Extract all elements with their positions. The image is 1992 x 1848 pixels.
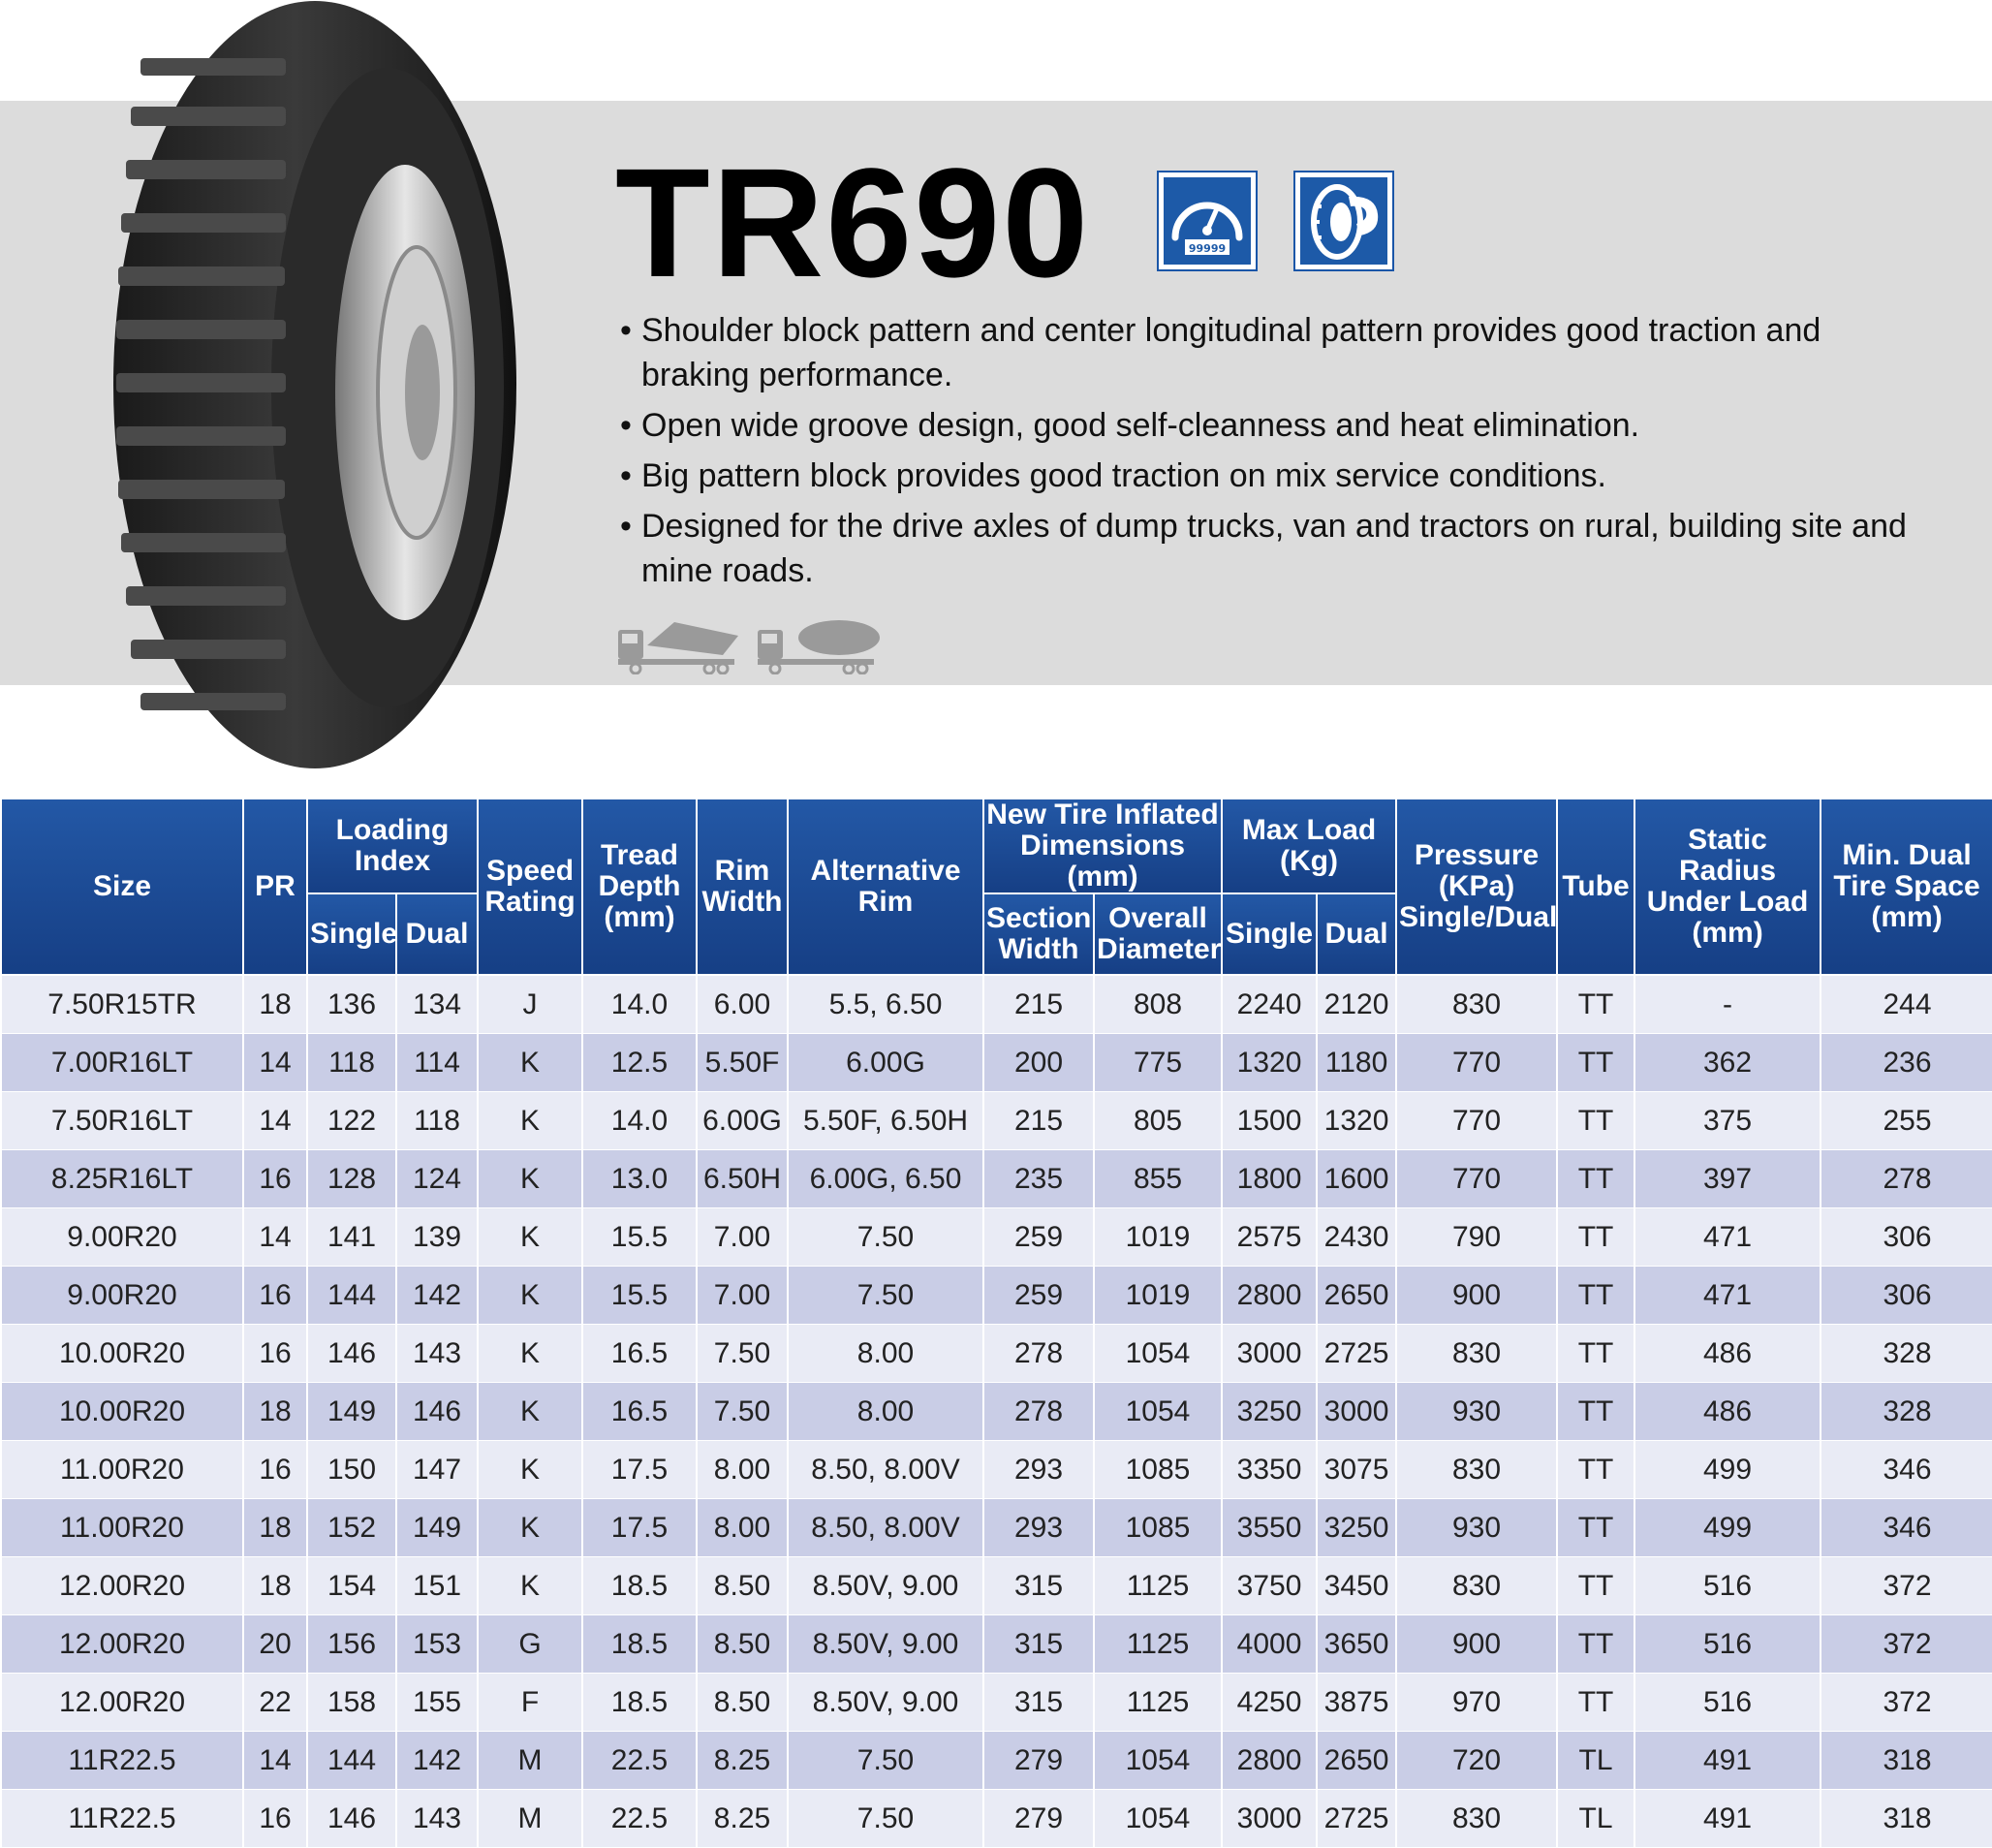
table-cell: 13.0 [582,1150,697,1208]
table-cell: 3350 [1222,1441,1317,1499]
table-cell: TT [1557,1441,1634,1499]
table-cell: 1085 [1094,1441,1222,1499]
table-cell: 18.5 [582,1674,697,1732]
table-cell: 7.50 [697,1383,788,1441]
header-max-dual: Dual [1317,893,1396,975]
table-cell: 136 [307,975,396,1034]
table-cell: 7.00 [697,1267,788,1325]
tanker-truck-icon [758,620,880,673]
table-cell: 7.50 [697,1325,788,1383]
table-cell: 5.5, 6.50 [788,975,983,1034]
feature-item: • Shoulder block pattern and center longitudinal pattern provides good traction and braking performance. [620,308,1938,397]
table-cell: 3750 [1222,1557,1317,1615]
table-cell: 486 [1634,1383,1821,1441]
table-cell: 279 [983,1790,1094,1848]
table-cell: 2240 [1222,975,1317,1034]
table-cell: 830 [1396,975,1557,1034]
table-cell: 790 [1396,1208,1557,1267]
table-cell: TL [1557,1790,1634,1848]
spec-table-body [1,975,1992,1848]
table-cell: 11.00R20 [1,1441,243,1499]
table-cell: 318 [1821,1790,1992,1848]
header-overall-diameter: Overall Diameter [1094,893,1222,975]
table-cell: TT [1557,975,1634,1034]
table-cell: 139 [396,1208,478,1267]
table-cell: 306 [1821,1208,1992,1267]
table-cell: 16 [243,1325,307,1383]
table-cell: 7.50 [788,1732,983,1790]
table-cell: 16 [243,1150,307,1208]
table-cell: 22.5 [582,1732,697,1790]
table-cell: 4250 [1222,1674,1317,1732]
table-cell: 830 [1396,1325,1557,1383]
table-cell: K [478,1441,582,1499]
header-rim-width: Rim Width [697,799,788,975]
table-cell: 3450 [1317,1557,1396,1615]
table-cell: 14 [243,1208,307,1267]
table-cell: 471 [1634,1208,1821,1267]
table-cell: 7.00 [697,1208,788,1267]
table-cell: 259 [983,1208,1094,1267]
table-cell: 154 [307,1557,396,1615]
table-cell: 146 [307,1325,396,1383]
header-loading-single: Single [307,893,396,975]
table-cell: 6.00G, 6.50 [788,1150,983,1208]
table-row [1,1208,1992,1267]
table-cell: 346 [1821,1499,1992,1557]
table-cell: 128 [307,1150,396,1208]
table-cell: 1054 [1094,1790,1222,1848]
table-cell: 1054 [1094,1325,1222,1383]
table-cell: 215 [983,1092,1094,1150]
table-cell: K [478,1150,582,1208]
table-cell: 3650 [1317,1615,1396,1674]
table-cell: 15.5 [582,1267,697,1325]
header-max-load: Max Load (Kg) [1222,799,1396,893]
table-cell: 8.50V, 9.00 [788,1674,983,1732]
header-min-dual-space: Min. Dual Tire Space (mm) [1821,799,1992,975]
table-cell: 516 [1634,1615,1821,1674]
table-cell: 1800 [1222,1150,1317,1208]
header-section-width: Section Width [983,893,1094,975]
table-cell: TT [1557,1092,1634,1150]
table-cell: 3550 [1222,1499,1317,1557]
table-cell: 4000 [1222,1615,1317,1674]
table-cell: 278 [1821,1150,1992,1208]
table-cell: TT [1557,1615,1634,1674]
table-cell: 14 [243,1092,307,1150]
table-cell: 142 [396,1732,478,1790]
table-cell: 1019 [1094,1267,1222,1325]
header-tread-depth: Tread Depth (mm) [582,799,697,975]
header-loading-dual: Dual [396,893,478,975]
table-cell: 516 [1634,1674,1821,1732]
table-cell: 293 [983,1499,1094,1557]
table-cell: 805 [1094,1092,1222,1150]
table-cell: - [1634,975,1821,1034]
table-cell: 516 [1634,1557,1821,1615]
table-cell: 491 [1634,1790,1821,1848]
feature-list [620,308,1938,599]
table-row [1,1092,1992,1150]
table-cell: 11R22.5 [1,1790,243,1848]
table-cell: 318 [1821,1732,1992,1790]
table-cell: 2650 [1317,1267,1396,1325]
table-cell: 17.5 [582,1441,697,1499]
table-cell: 2800 [1222,1732,1317,1790]
table-row [1,1441,1992,1499]
table-cell: TL [1557,1732,1634,1790]
table-cell: 3000 [1222,1325,1317,1383]
table-cell: 14 [243,1732,307,1790]
table-cell: 244 [1821,975,1992,1034]
table-cell: 124 [396,1150,478,1208]
table-cell: 142 [396,1267,478,1325]
table-cell: 486 [1634,1325,1821,1383]
tire-tread-icon [1293,171,1394,271]
table-cell: 8.50V, 9.00 [788,1615,983,1674]
table-cell: TT [1557,1557,1634,1615]
table-cell: 2800 [1222,1267,1317,1325]
table-cell: 397 [1634,1150,1821,1208]
table-cell: 930 [1396,1383,1557,1441]
table-cell: TT [1557,1499,1634,1557]
table-cell: 8.00 [697,1441,788,1499]
table-cell: 3250 [1317,1499,1396,1557]
table-cell: 2575 [1222,1208,1317,1267]
table-cell: 259 [983,1267,1094,1325]
table-cell: 362 [1634,1034,1821,1092]
table-cell: 235 [983,1150,1094,1208]
table-cell: 6.50H [697,1150,788,1208]
table-cell: 8.00 [788,1383,983,1441]
table-cell: 278 [983,1383,1094,1441]
table-cell: 16.5 [582,1325,697,1383]
table-cell: 3875 [1317,1674,1396,1732]
table-cell: 328 [1821,1383,1992,1441]
table-cell: 156 [307,1615,396,1674]
table-cell: 7.00R16LT [1,1034,243,1092]
table-cell: K [478,1557,582,1615]
table-cell: 770 [1396,1150,1557,1208]
table-cell: 775 [1094,1034,1222,1092]
table-cell: K [478,1034,582,1092]
table-cell: 155 [396,1674,478,1732]
header-size: Size [1,799,243,975]
table-cell: K [478,1325,582,1383]
table-cell: 16 [243,1267,307,1325]
table-cell: 9.00R20 [1,1267,243,1325]
table-cell: 3250 [1222,1383,1317,1441]
table-cell: 141 [307,1208,396,1267]
table-cell: 11R22.5 [1,1732,243,1790]
table-cell: TT [1557,1674,1634,1732]
table-cell: 1500 [1222,1092,1317,1150]
table-cell: 12.00R20 [1,1615,243,1674]
table-cell: 134 [396,975,478,1034]
table-cell: 6.00 [697,975,788,1034]
table-cell: TT [1557,1325,1634,1383]
table-cell: G [478,1615,582,1674]
speedometer-icon [1157,171,1258,271]
table-cell: 720 [1396,1732,1557,1790]
table-cell: 8.00 [788,1325,983,1383]
table-cell: 1600 [1317,1150,1396,1208]
table-cell: 114 [396,1034,478,1092]
table-cell: 855 [1094,1150,1222,1208]
table-cell: 2120 [1317,975,1396,1034]
table-cell: 7.50 [788,1208,983,1267]
header-pressure: Pressure (KPa) Single/Dual [1396,799,1557,975]
table-cell: 144 [307,1267,396,1325]
table-cell: 900 [1396,1615,1557,1674]
table-cell: 900 [1396,1267,1557,1325]
vehicle-icons [616,616,887,674]
table-cell: 7.50 [788,1790,983,1848]
table-cell: 147 [396,1441,478,1499]
table-cell: M [478,1732,582,1790]
table-row [1,975,1992,1034]
table-cell: 10.00R20 [1,1383,243,1441]
table-cell: 18.5 [582,1615,697,1674]
model-title: TR690 [615,136,1091,309]
table-cell: 491 [1634,1732,1821,1790]
table-cell: 770 [1396,1034,1557,1092]
table-cell: 770 [1396,1092,1557,1150]
table-cell: 2430 [1317,1208,1396,1267]
header-max-single: Single [1222,893,1317,975]
table-cell: 8.25 [697,1732,788,1790]
table-cell: 6.00G [788,1034,983,1092]
table-cell: 499 [1634,1499,1821,1557]
table-cell: TT [1557,1150,1634,1208]
table-row [1,1499,1992,1557]
table-cell: 200 [983,1034,1094,1092]
table-row [1,1383,1992,1441]
table-cell: 2650 [1317,1732,1396,1790]
table-cell: 3000 [1222,1790,1317,1848]
table-cell: 118 [396,1092,478,1150]
header-static-radius: Static Radius Under Load (mm) [1634,799,1821,975]
table-cell: 2725 [1317,1790,1396,1848]
table-cell: K [478,1499,582,1557]
table-cell: J [478,975,582,1034]
table-cell: 2725 [1317,1325,1396,1383]
table-cell: 372 [1821,1674,1992,1732]
table-row [1,1674,1992,1732]
table-cell: TT [1557,1267,1634,1325]
table-cell: 970 [1396,1674,1557,1732]
tire-image [97,0,523,770]
table-cell: 315 [983,1557,1094,1615]
table-cell: 10.00R20 [1,1325,243,1383]
table-cell: K [478,1208,582,1267]
table-cell: 8.50, 8.00V [788,1499,983,1557]
table-cell: 18 [243,1499,307,1557]
table-cell: 151 [396,1557,478,1615]
table-cell: TT [1557,1034,1634,1092]
table-cell: 7.50 [788,1267,983,1325]
table-cell: 315 [983,1674,1094,1732]
table-cell: 3075 [1317,1441,1396,1499]
table-cell: 16.5 [582,1383,697,1441]
table-cell: 1320 [1222,1034,1317,1092]
table-cell: 279 [983,1732,1094,1790]
table-cell: 6.00G [697,1092,788,1150]
table-cell: 830 [1396,1441,1557,1499]
table-cell: 18 [243,975,307,1034]
table-cell: 1054 [1094,1732,1222,1790]
table-cell: 471 [1634,1267,1821,1325]
table-cell: 8.50 [697,1615,788,1674]
table-cell: 5.50F, 6.50H [788,1092,983,1150]
table-cell: 1320 [1317,1092,1396,1150]
table-cell: 12.00R20 [1,1557,243,1615]
table-cell: 499 [1634,1441,1821,1499]
table-cell: 8.25R16LT [1,1150,243,1208]
table-cell: 5.50F [697,1034,788,1092]
table-row [1,1267,1992,1325]
table-cell: 143 [396,1325,478,1383]
table-cell: 146 [396,1383,478,1441]
table-cell: 9.00R20 [1,1208,243,1267]
table-cell: K [478,1092,582,1150]
table-cell: 1125 [1094,1557,1222,1615]
table-cell: 8.25 [697,1790,788,1848]
table-cell: 372 [1821,1557,1992,1615]
table-cell: 278 [983,1325,1094,1383]
table-cell: F [478,1674,582,1732]
table-cell: 149 [307,1383,396,1441]
table-cell: 15.5 [582,1208,697,1267]
table-cell: 7.50R16LT [1,1092,243,1150]
table-cell: 1125 [1094,1674,1222,1732]
table-cell: 372 [1821,1615,1992,1674]
table-cell: 12.5 [582,1034,697,1092]
table-cell: 306 [1821,1267,1992,1325]
table-cell: 14.0 [582,1092,697,1150]
table-cell: 1180 [1317,1034,1396,1092]
table-cell: 14 [243,1034,307,1092]
table-row [1,1034,1992,1092]
table-cell: 255 [1821,1092,1992,1150]
table-cell: 830 [1396,1557,1557,1615]
table-cell: 144 [307,1732,396,1790]
table-cell: 346 [1821,1441,1992,1499]
header-alternative-rim: Alternative Rim [788,799,983,975]
table-cell: 375 [1634,1092,1821,1150]
header-loading-index: Loading Index [307,799,478,893]
table-cell: 152 [307,1499,396,1557]
table-cell: 150 [307,1441,396,1499]
header-speed-rating: Speed Rating [478,799,582,975]
table-cell: 215 [983,975,1094,1034]
dump-truck-icon [618,622,738,673]
table-row [1,1732,1992,1790]
table-cell: 1019 [1094,1208,1222,1267]
table-cell: 8.50V, 9.00 [788,1557,983,1615]
table-cell: 18.5 [582,1557,697,1615]
table-cell: 315 [983,1615,1094,1674]
table-cell: 14.0 [582,975,697,1034]
table-cell: 8.50 [697,1557,788,1615]
feature-item: • Open wide groove design, good self-cleanness and heat elimination. [620,403,1938,448]
table-cell: TT [1557,1208,1634,1267]
table-cell: 143 [396,1790,478,1848]
feature-item: • Big pattern block provides good traction on mix service conditions. [620,454,1938,498]
table-cell: 3000 [1317,1383,1396,1441]
feature-item: • Designed for the drive axles of dump trucks, van and tractors on rural, building site and mine roads. [620,504,1938,593]
table-cell: 20 [243,1615,307,1674]
table-cell: 16 [243,1790,307,1848]
table-cell: K [478,1267,582,1325]
table-cell: 8.50, 8.00V [788,1441,983,1499]
table-cell: 236 [1821,1034,1992,1092]
table-cell: 16 [243,1441,307,1499]
spec-table [0,798,1992,1848]
table-row [1,1150,1992,1208]
table-cell: 118 [307,1034,396,1092]
table-cell: 149 [396,1499,478,1557]
header-tube: Tube [1557,799,1634,975]
table-cell: K [478,1383,582,1441]
table-cell: TT [1557,1383,1634,1441]
table-cell: 146 [307,1790,396,1848]
table-cell: 17.5 [582,1499,697,1557]
table-cell: 1085 [1094,1499,1222,1557]
table-cell: 1125 [1094,1615,1222,1674]
table-cell: 22 [243,1674,307,1732]
header-pr: PR [243,799,307,975]
header-new-tire-dimensions: New Tire Inflated Dimensions (mm) [983,799,1222,893]
table-cell: 8.50 [697,1674,788,1732]
table-cell: 11.00R20 [1,1499,243,1557]
table-cell: 122 [307,1092,396,1150]
table-cell: 153 [396,1615,478,1674]
table-cell: 930 [1396,1499,1557,1557]
table-cell: 8.00 [697,1499,788,1557]
table-cell: 808 [1094,975,1222,1034]
table-cell: M [478,1790,582,1848]
table-cell: 830 [1396,1790,1557,1848]
badge-meter-value: 99999 [1188,242,1227,255]
table-cell: 12.00R20 [1,1674,243,1732]
table-cell: 18 [243,1557,307,1615]
table-row [1,1557,1992,1615]
table-cell: 18 [243,1383,307,1441]
table-cell: 7.50R15TR [1,975,243,1034]
table-cell: 1054 [1094,1383,1222,1441]
table-cell: 328 [1821,1325,1992,1383]
table-cell: 293 [983,1441,1094,1499]
table-row [1,1615,1992,1674]
table-cell: 22.5 [582,1790,697,1848]
table-cell: 158 [307,1674,396,1732]
table-row [1,1325,1992,1383]
